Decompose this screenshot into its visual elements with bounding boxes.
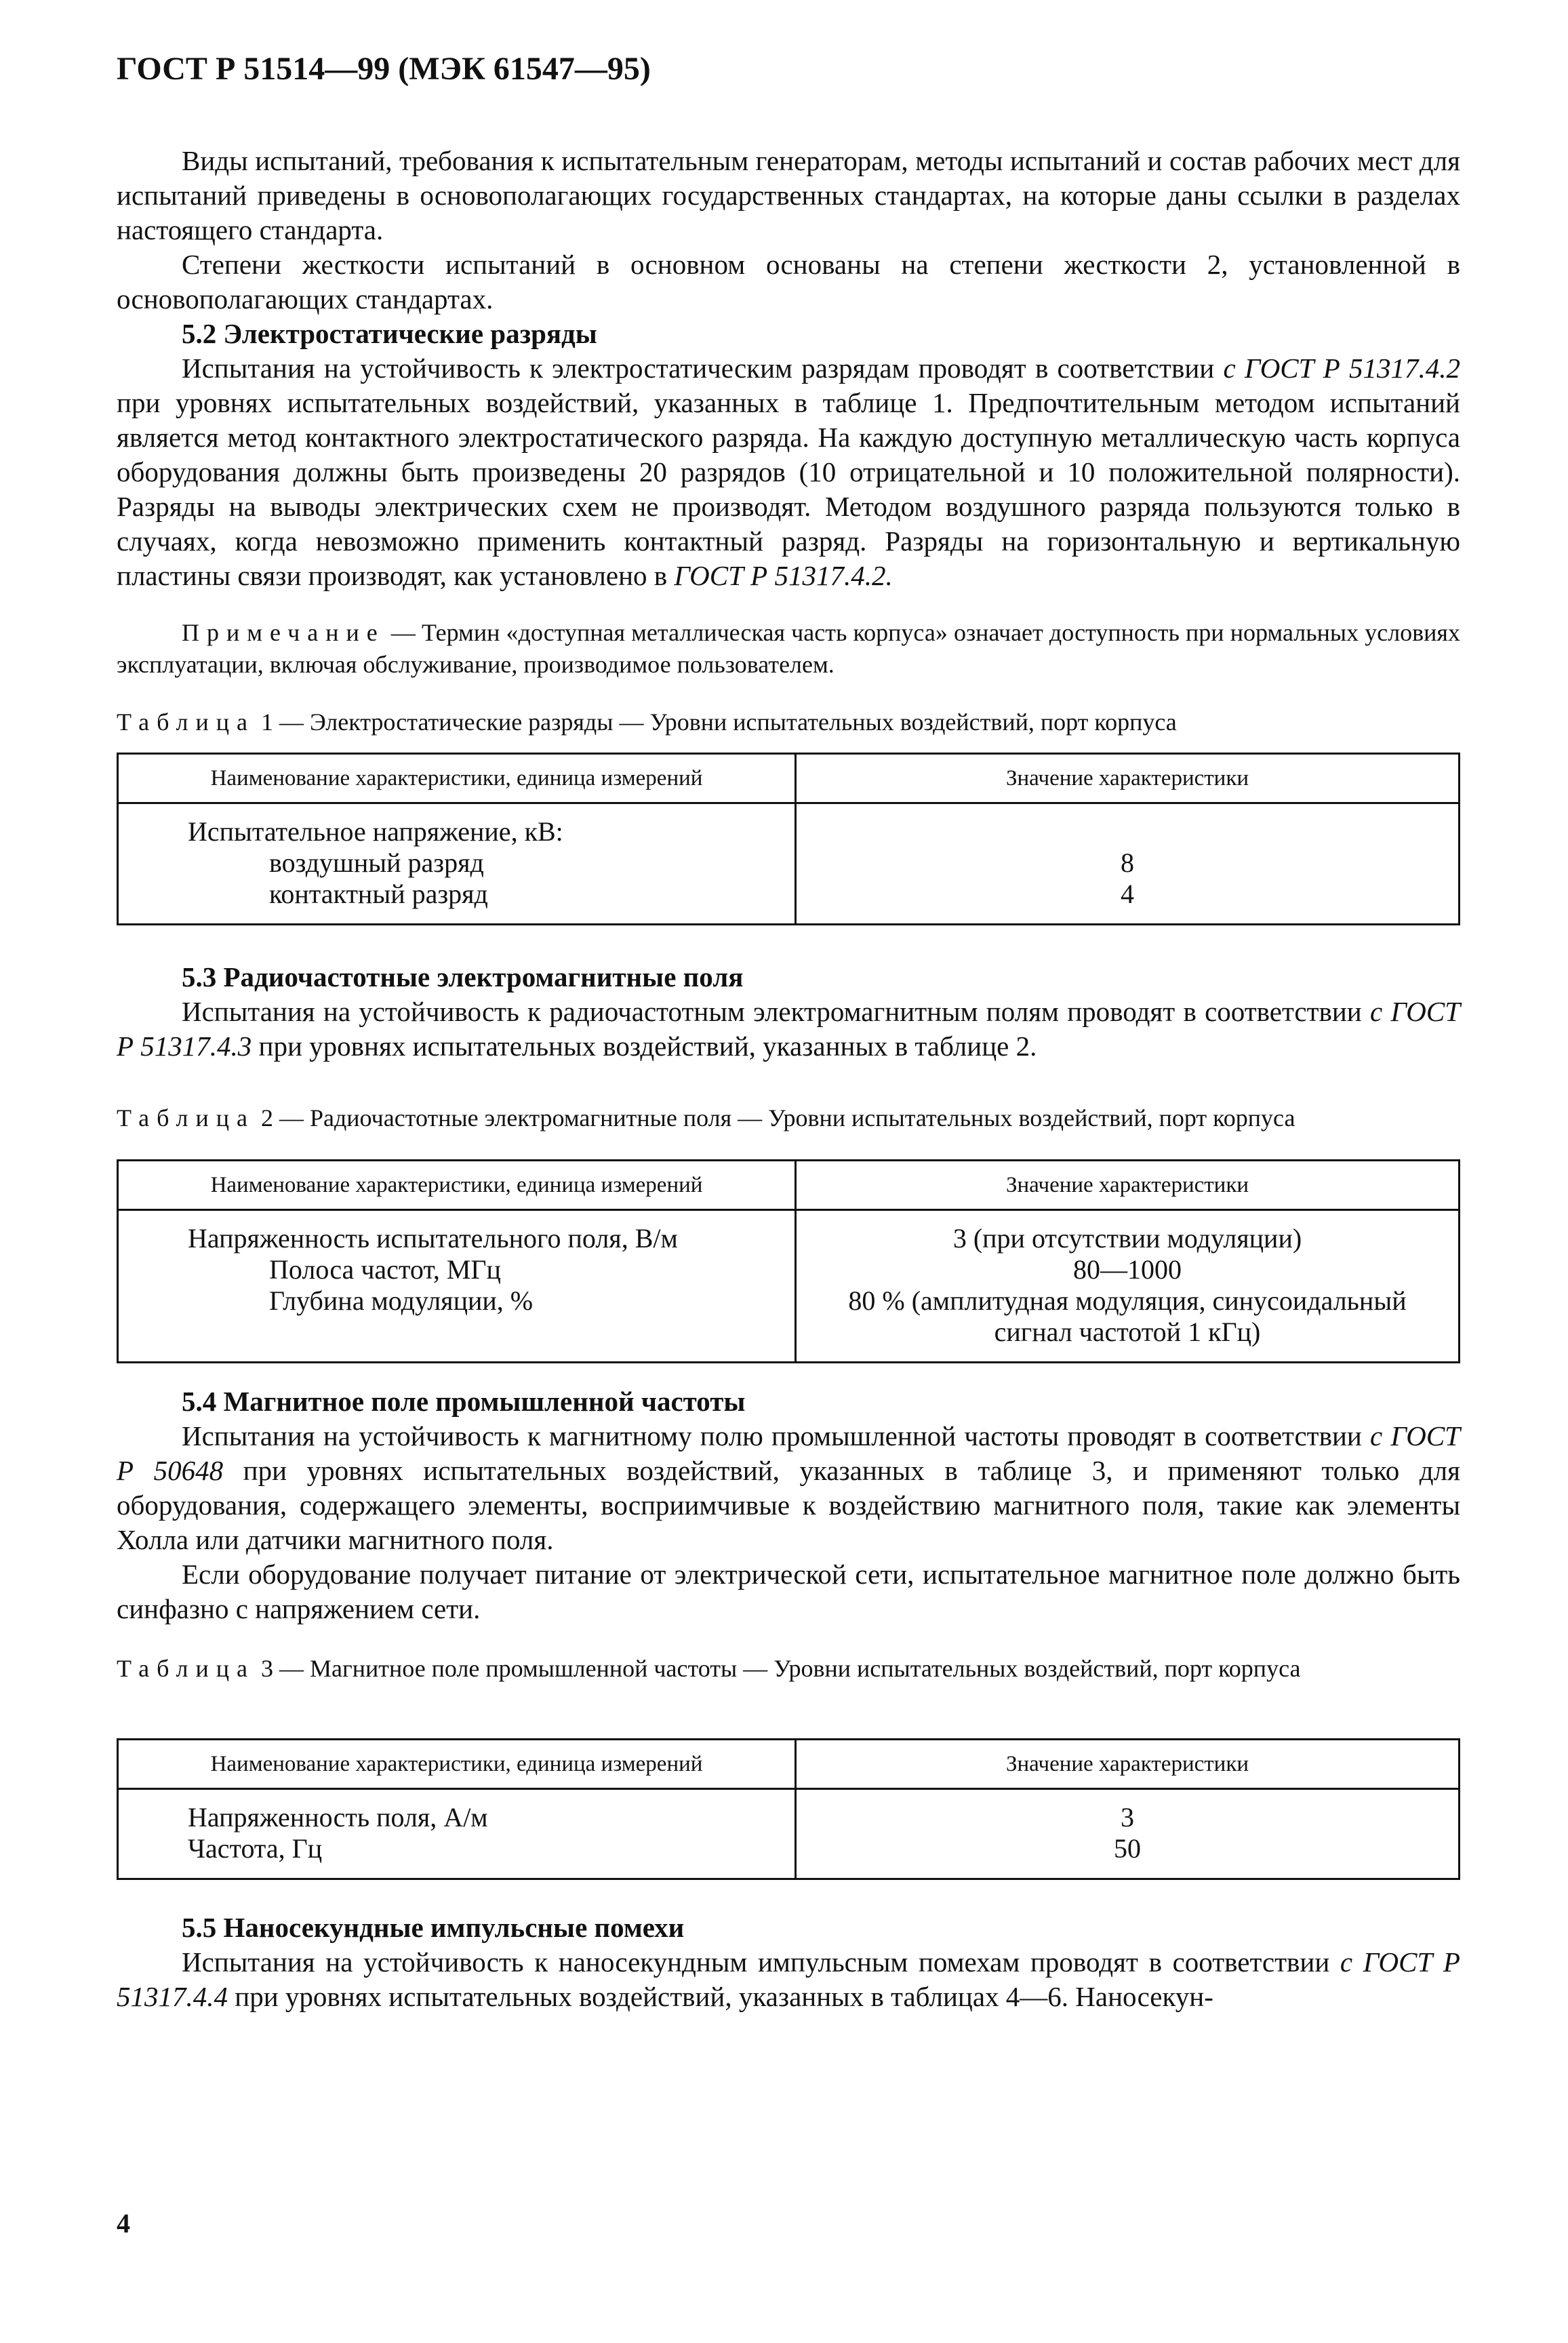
table-row: [118, 1789, 1460, 1879]
table-1: [117, 753, 1460, 925]
table-1-main-label: Испытательное напряжение, кВ:: [188, 816, 563, 847]
note-text: — Термин «доступная металлическая часть корпуса» означает доступность при нормальных условиях эксплуатации, включая обслуживание, производимое пользователем.: [117, 619, 1460, 678]
table-2-row-value: 80 % (амплитудная модуляция, синусоидальный: [848, 1285, 1407, 1316]
table-1-col2-header: Значение характеристики: [796, 754, 1460, 803]
table-3-row-value: 3: [1121, 1802, 1134, 1833]
table-2-caption: Таблица 2 — Радиочастотные электромагнитные поля — Уровни испытательных воздействий, порт корпуса: [117, 1104, 1295, 1132]
section-5-4-heading: 5.4 Магнитное поле промышленной частоты: [182, 1386, 746, 1417]
s52-text-b: при уровнях испытательных воздействий, указанных в таблице 1. Предпочтительным методом испытаний является метод контактного электростатического разряда. На каждую доступную металлическую часть корпуса оборудования должны быть произведены 20 разрядов (10 отрицательной и 10 положительной полярности). Разряды на выводы электрических схем не производят. Методом воздушного разряда пользуются только в случаях, когда невозможно применить контактный разряд. Разряды на горизонтальную и вертикальную пластины связи производят, как установлено в: [117, 387, 1460, 591]
section-5-2-paragraph: [117, 351, 1460, 593]
section-5-5-paragraph: Испытания на устойчивость к наносекундным импульсным помехам проводят в соответствии с ГОСТ Р 51317.4.4 при уровнях испытательных воздействий, указанных в таблицах 4—6. Наносекун-: [117, 1946, 1460, 2012]
table-1-caption: Таблица 1 — Электростатические разряды — Уровни испытательных воздействий, порт корпуса: [117, 708, 1177, 736]
table-2-row-value: 3 (при отсутствии модуляции): [952, 1223, 1302, 1254]
section-5-4-paragraph-2: Если оборудование получает питание от электрической сети, испытательное магнитное поле должно быть синфазно с напряжением сети.: [117, 1559, 1460, 1624]
table-3-row-value: 50: [1114, 1833, 1141, 1864]
table-2-row-name: Глубина модуляции, %: [269, 1285, 534, 1316]
table-1-row-name: воздушный разряд: [269, 847, 484, 878]
table-2-col2-header: Значение характеристики: [796, 1161, 1460, 1210]
table-row: [118, 803, 1460, 925]
section-5-4-paragraph: Испытания на устойчивость к магнитному полю промышленной частоты проводят в соответствии с ГОСТ Р 50648 при уровнях испытательных воздействий, указанных в таблице 3, и применяют только для оборудования, содержащего элементы, восприимчивые к воздействию магнитного поля, такие как элементы Холла или датчики магнитного поля.: [117, 1420, 1460, 1555]
table-2-row-name: Полоса частот, МГц: [269, 1254, 501, 1285]
intro-paragraph-1: Виды испытаний, требования к испытательным генераторам, методы испытаний и состав рабочих мест для испытаний приведены в основополагающих государственных стандартах, на которые даны ссылки в разделах настоящего стандарта.: [117, 145, 1460, 245]
table-2-names-cell: [118, 1210, 796, 1363]
table-2: [117, 1159, 1460, 1363]
table-3-values-cell: [796, 1789, 1460, 1879]
table-3-row-name: Напряженность поля, А/м: [188, 1802, 488, 1833]
table-2-row-value: 80—1000: [1073, 1254, 1182, 1285]
table-3-col2-header: Значение характеристики: [796, 1740, 1460, 1789]
table-3: [117, 1738, 1460, 1880]
table-3-col1-header: Наименование характеристики, единица измерений: [118, 1740, 796, 1789]
s54-standard-ref: с ГОСТ Р 50648: [117, 1420, 1460, 1486]
table-2-col1-header: Наименование характеристики, единица измерений: [118, 1161, 796, 1210]
table-2-header-row: [118, 1161, 1460, 1210]
table-2-values-cell: [796, 1210, 1460, 1363]
s52-standard-ref-2: ГОСТ Р 51317.4.2.: [674, 560, 893, 591]
table-2-row-name: Напряженность испытательного поля, В/м: [188, 1223, 678, 1254]
table-3-label: Таблица: [117, 1655, 255, 1682]
page-header-title: ГОСТ Р 51514—99 (МЭК 61547—95): [117, 51, 651, 87]
s53-standard-ref: с ГОСТ Р 51317.4.3: [117, 996, 1460, 1062]
table-2-row-value: сигнал частотой 1 кГц): [994, 1317, 1261, 1347]
s55-standard-ref: с ГОСТ Р 51317.4.4: [117, 1946, 1460, 2012]
table-2-label: Таблица: [117, 1104, 255, 1132]
section-5-5-heading: 5.5 Наносекундные импульсные помехи: [182, 1912, 685, 1943]
section-5-2-heading: 5.2 Электростатические разряды: [182, 318, 597, 349]
table-row: [118, 1210, 1460, 1363]
section-5-2-note: [117, 617, 1460, 681]
section-5-3-paragraph: Испытания на устойчивость к радиочастотным электромагнитным полям проводят в соответствии с ГОСТ Р 51317.4.3 при уровнях испытательных воздействий, указанных в таблице 2.: [117, 996, 1460, 1062]
note-label: Примечание: [182, 619, 385, 646]
table-3-header-row: [118, 1740, 1460, 1789]
table-1-names-cell: [118, 803, 796, 925]
page-number: 4: [117, 2208, 130, 2239]
table-1-header-row: [118, 754, 1460, 803]
s52-text-a: Испытания на устойчивость к электростатическим разрядам проводят в соответствии: [182, 353, 1224, 384]
table-1-row-value: 8: [1121, 847, 1134, 878]
table-1-values-cell: [796, 803, 1460, 925]
table-3-names-cell: [118, 1789, 796, 1879]
table-1-row-value: 4: [1121, 879, 1134, 909]
table-1-label: Таблица: [117, 708, 255, 736]
table-3-caption: Таблица 3 — Магнитное поле промышленной частоты — Уровни испытательных воздействий, порт корпуса: [117, 1655, 1301, 1682]
intro-paragraph-2: Степени жесткости испытаний в основном основаны на степени жесткости 2, установленной в основополагающих стандартах.: [117, 249, 1460, 315]
section-5-3-heading: 5.3 Радиочастотные электромагнитные поля: [182, 961, 744, 993]
table-1-col1-header: Наименование характеристики, единица измерений: [118, 754, 796, 803]
table-3-row-name: Частота, Гц: [188, 1833, 323, 1864]
s52-standard-ref: с ГОСТ Р 51317.4.2: [1223, 353, 1460, 384]
table-1-row-name: контактный разряд: [269, 879, 488, 909]
